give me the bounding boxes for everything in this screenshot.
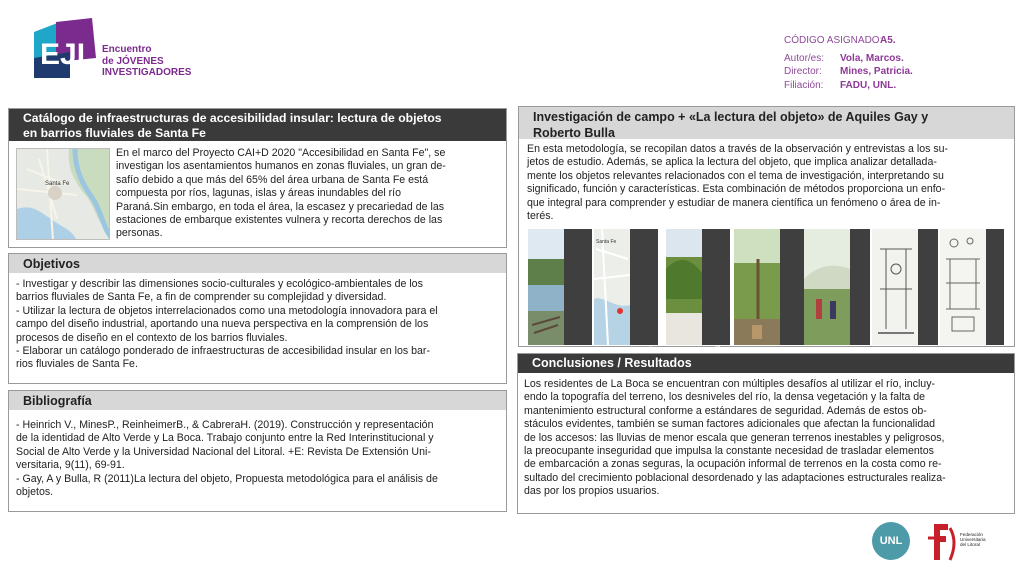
step-caption <box>564 229 592 345</box>
conclusiones-line: endo la topografía del terreno, los desniveles del río, la densa vegetación y la falta de <box>524 391 926 404</box>
code-row <box>784 34 913 48</box>
intro-title-line1: Catálogo de infraestructuras de accesibilidad insular: lectura de objetos <box>23 111 442 125</box>
step-caption <box>918 229 938 345</box>
step-map-label: Santa Fe <box>596 239 617 245</box>
intro-line: safío debido a que más del 65% del área urbana de Santa Fe está <box>116 173 429 186</box>
bibliografia-line: - Gay, A y Bulla, R (2011)La lectura del objeto, Propuesta metodológica para el análisis de <box>16 472 438 485</box>
bibliografia-title: Bibliografía <box>9 391 506 410</box>
step-caption <box>780 229 804 345</box>
map-city-label: Santa Fe <box>45 181 70 187</box>
objetivos-line: rios fluviales de Santa Fe. <box>16 358 138 371</box>
objetivos-line: procesos de diseño en el contexto de los barrios fluviales. <box>16 331 288 344</box>
investigacion-line: En esta metodología, se recopilan datos a través de la observación y entrevistas a los su- <box>527 143 949 155</box>
conclusiones-line: mantenimiento estructural conforme a estándares de seguridad. Además de estos ob- <box>524 404 927 417</box>
author-row <box>784 52 913 66</box>
conclusiones-line: de embarcación a zonas seguras, la ocupación informal de terrenos en la costa como re- <box>524 458 942 471</box>
investigacion-line: mente los objetos relevantes relacionados con el tema de investigación, interpretando su <box>527 169 944 182</box>
fuc-text-line2: Universitaria <box>960 537 986 543</box>
intro-line: compuesta por ríos, lagunas, islas y áreas inundables del río <box>116 187 402 200</box>
director-label: Director: <box>784 66 822 77</box>
unl-logo: UNL <box>872 522 910 560</box>
investigacion-title-line1: Investigación de campo + «La lectura del objeto» de Aquiles Gay y <box>533 110 929 124</box>
investigacion-line: que integral para comprender y estudiar de manera científica un fenómeno o área de in- <box>527 196 941 209</box>
bibliografia-line: objetos. <box>16 486 54 499</box>
code-label: CÓDIGO ASIGNADO: <box>784 35 883 46</box>
santa-fe-map <box>16 148 110 240</box>
intro-line: Paraná.Sin embargo, en toda el área, la escasez y precariedad de las <box>116 200 445 213</box>
step-photo-interviews <box>804 229 850 345</box>
objetivos-line: campo del diseño industrial, aportando una nueva perspectiva en la comprensión de los <box>16 318 429 331</box>
step-caption <box>702 229 730 345</box>
objetivos-line: - Utilizar la lectura de objetos interrelacionados como una metodología innovadora para el <box>16 304 438 317</box>
objetivos-text <box>16 278 504 372</box>
affiliation-value: FADU, UNL. <box>840 79 897 91</box>
investigacion-line: jetos de estudio. Además, se aplica la lectura del objeto, que implica analizar detallada- <box>527 156 937 169</box>
bibliografia-line: versitaria, 9(11), 69-91. <box>16 459 125 472</box>
intro-title-line2: en barrios fluviales de Santa Fe <box>23 126 206 140</box>
bibliografia-line: de la identidad de Alto Verde y La Boca. Trabajo conjunto entre la Red Interinstitucional y <box>16 432 434 445</box>
step-map-la-boca <box>594 229 630 345</box>
intro-line: estaciones de embarque existentes vulnera y recorta derechos de las <box>116 214 443 227</box>
conclusiones-line: la preocupante inseguridad que impulsa la constante necesidad de trasladar elementos <box>524 445 934 458</box>
investigacion-line: terés. <box>527 210 554 223</box>
director-value: Mines, Patricia. <box>840 66 913 77</box>
intro-line: personas. <box>116 227 163 240</box>
step-caption <box>986 229 1004 345</box>
conclusiones-title: Conclusiones / Resultados <box>518 354 1014 373</box>
intro-line: En el marco del Proyecto CAI+D 2020 "Accesibilidad en Santa Fe", se <box>116 147 446 159</box>
bibliografia-text <box>16 419 504 499</box>
conclusiones-line: sultado del crecimiento poblacional desordenado y las adaptaciones estructurales realiza- <box>524 471 946 484</box>
investigacion-text <box>527 143 1012 223</box>
investigacion-title <box>519 107 1014 139</box>
affiliation-label: Filiación: <box>784 79 824 91</box>
conclusiones-line: stáculos evidentes, también se suman factores adicionales que afectan la funcionalidad <box>524 418 936 431</box>
intro-line: investigan los asentamientos humanos en zonas fluviales, un gran de- <box>116 160 446 173</box>
objetivos-line: barrios fluviales de Santa Fe, a fin de comprender su complejidad y diversidad. <box>16 291 387 304</box>
logo-wordmark <box>102 44 191 79</box>
fuc-wordmark <box>960 532 986 548</box>
step-caption <box>850 229 870 345</box>
logo-line2: de JÓVENES <box>102 55 164 67</box>
intro-title <box>9 109 506 141</box>
fuc-text-line3: del Litoral <box>960 542 980 548</box>
author-label: Autor/es: <box>784 52 825 64</box>
conclusiones-line: Los residentes de La Boca se encuentran con múltiples desafíos al utilizar el río, incluy- <box>524 378 936 390</box>
investigacion-line: significado, función y características. Esta combinación de métodos proporciona un enfo- <box>527 183 946 196</box>
director-row <box>784 65 913 79</box>
author-value: Vola, Marcos. <box>840 52 904 64</box>
step-photo-accesses <box>666 229 702 345</box>
eji-logo <box>30 18 104 80</box>
step-photo-waterfront <box>528 229 564 345</box>
step-caption <box>630 229 658 345</box>
submission-meta <box>784 34 913 92</box>
conclusiones-text <box>524 378 1012 499</box>
affiliation-row <box>784 79 913 93</box>
bibliografia-line: Social de Alto Verde y la Universidad Nacional del Litoral. +E: Revista De Extensión Uni- <box>16 445 431 458</box>
fuc-text-line1: Federación <box>960 532 983 537</box>
objetivos-line: - Investigar y describir las dimensiones socio-culturales y ecológico-ambientales de los <box>16 278 423 290</box>
objetivos-line: - Elaborar un catálogo ponderado de infraestructuras de accesibilidad insular en los bar- <box>16 345 430 358</box>
bibliografia-line: - Heinrich V., MinesP., ReinheimerB., & CabreraH. (2019). Construcción y representación <box>16 419 434 431</box>
logo-letters: EJI <box>40 38 86 71</box>
step-sketch-reading <box>872 229 918 345</box>
investigacion-title-line2: Roberto Bulla <box>533 126 615 140</box>
logo-line3: INVESTIGADORES <box>102 67 192 78</box>
code-value: A5. <box>880 35 896 46</box>
logo-line1: Encuentro <box>102 44 152 55</box>
objetivos-title: Objetivos <box>9 254 506 273</box>
step-photo-objects <box>734 229 780 345</box>
conclusiones-line: das por los propios usuarios. <box>524 485 660 498</box>
intro-text <box>116 147 500 241</box>
step-sketch-catalog <box>940 229 986 345</box>
conclusiones-line: de los accesos: las lluvias de menor escala que generan terrenos inestables y peligrosos, <box>524 431 945 444</box>
